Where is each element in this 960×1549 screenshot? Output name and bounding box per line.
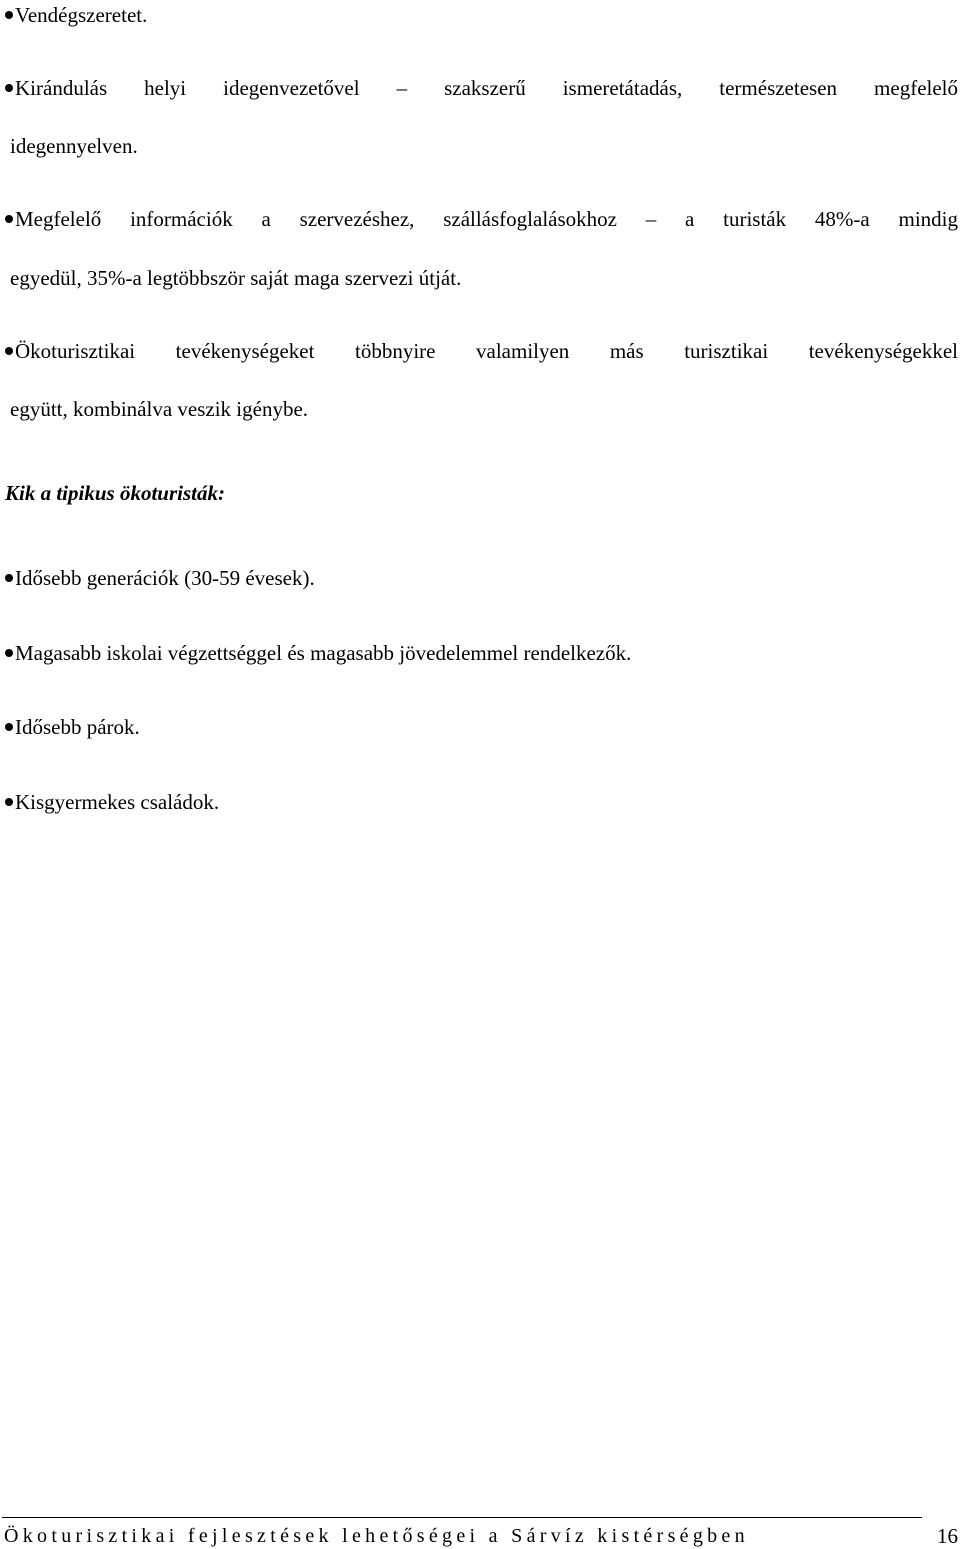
- bullet-icon: [5, 11, 13, 19]
- bullet-icon: [5, 84, 13, 92]
- list-item-text: Idősebb párok.: [15, 715, 140, 739]
- list-item-continuation: együtt, kombinálva veszik igénybe.: [10, 397, 309, 421]
- bullet-icon: [5, 215, 13, 223]
- list-item: [5, 206, 958, 232]
- bullet-icon: [5, 649, 13, 657]
- list-item-text: Vendégszeretet.: [15, 3, 148, 27]
- list-item: [5, 565, 960, 591]
- list-item: [5, 714, 960, 740]
- page-number: 16: [937, 1524, 958, 1548]
- list-item-text: Kisgyermekes családok.: [15, 790, 220, 814]
- footer-title: Ökoturisztikai fejlesztések lehetőségei a Sárvíz kistérségben: [4, 1525, 749, 1547]
- bullet-icon: [5, 347, 13, 355]
- list-item-continuation: egyedül, 35%-a legtöbbször saját maga szervezi útját.: [10, 266, 462, 290]
- list-item: [5, 2, 960, 28]
- list-item-text: Kirándulás helyi idegenvezetővel – szakszerű ismeretátadás, természetesen megfelelő: [15, 76, 958, 100]
- footer-divider: [2, 1517, 922, 1518]
- bullet-icon: [5, 798, 13, 806]
- list-item-text: Magasabb iskolai végzettséggel és magasabb jövedelemmel rendelkezők.: [15, 641, 632, 665]
- list-item: [5, 338, 958, 364]
- list-item-text: Megfelelő információk a szervezéshez, szállásfoglalásokhoz – a turisták 48%-a mindig: [15, 207, 958, 231]
- list-item: [5, 789, 960, 815]
- list-item: [5, 75, 958, 101]
- list-item: [5, 640, 960, 666]
- section-heading: Kik a tipikus ökoturisták:: [5, 481, 225, 505]
- list-item-text: Ökoturisztikai tevékenységeket többnyire valamilyen más turisztikai tevékenységekkel: [15, 339, 958, 363]
- bullet-icon: [5, 723, 13, 731]
- list-item-continuation: idegennyelven.: [10, 134, 138, 158]
- bullet-icon: [5, 574, 13, 582]
- list-item-text: Idősebb generációk (30-59 évesek).: [15, 566, 315, 590]
